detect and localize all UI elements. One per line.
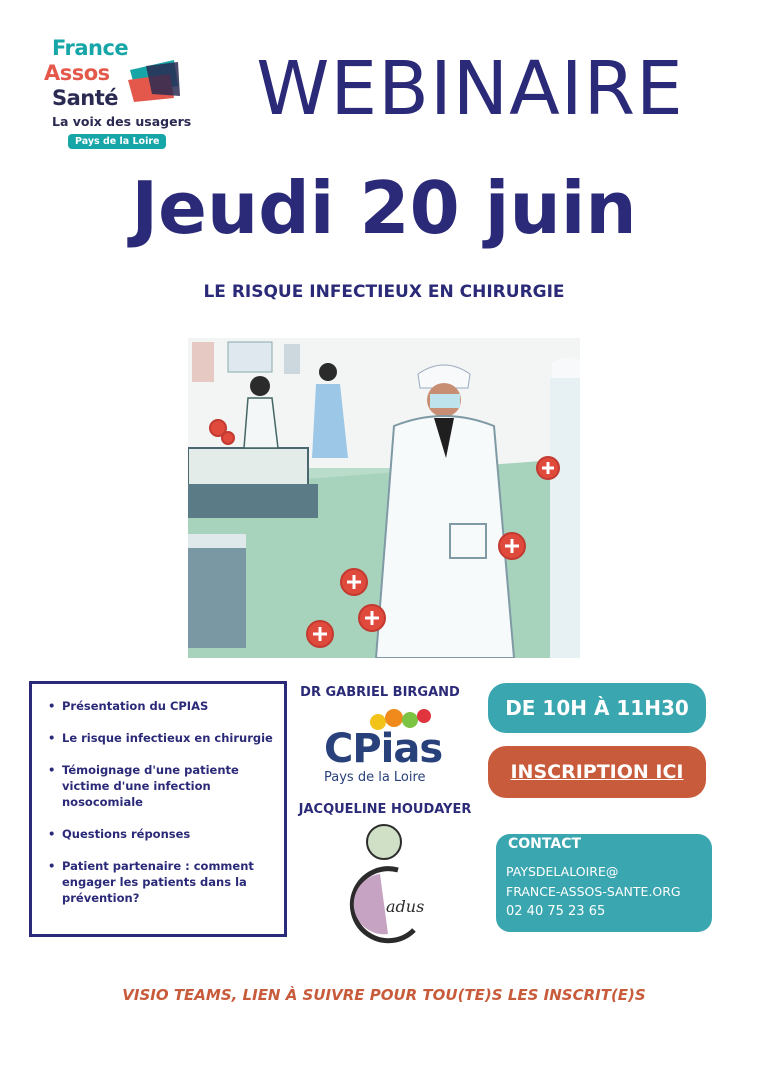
logo-region-badge: Pays de la Loire [68,134,166,149]
speaker-name: DR GABRIEL BIRGAND [300,685,460,700]
event-subtitle: LE RISQUE INFECTIEUX EN CHIRURGIE [203,282,565,302]
logo-flag-icon [126,56,182,106]
logo-word-france: France [52,36,129,60]
contact-phone[interactable]: 02 40 75 23 65 [506,904,606,919]
adus-logo-text: adus [386,897,425,916]
logo-word-assos: Assos [44,61,110,85]
speaker-name: JACQUELINE HOUDAYER [298,802,472,817]
programme-item: • Questions réponses [62,826,274,842]
programme-item: • Patient partenaire : comment engager les patients dans la prévention? [62,858,274,906]
event-date: Jeudi 20 juin [131,166,637,250]
adus-logo [340,822,430,948]
programme-item: • Présentation du CPIAS [62,698,274,714]
contact-title: CONTACT [508,836,582,852]
france-assos-sante-logo [40,36,190,152]
cpias-logo-name: CPias [324,726,443,772]
programme-list [32,684,284,906]
contact-email-line2[interactable]: FRANCE-ASSOS-SANTE.ORG [506,884,681,899]
footer-note: VISIO TEAMS, LIEN À SUIVRE POUR TOU(TE)S LES INSCRIT(E)S [122,986,646,1004]
contact-email-line1[interactable]: PAYSDELALOIRE@ [506,864,619,879]
programme-item: • Le risque infectieux en chirurgie [62,730,274,746]
cpias-logo [318,708,443,790]
cpias-logo-sub: Pays de la Loire [324,770,426,785]
page-title: WEBINAIRE [256,46,684,132]
programme-item: • Témoignage d'une patiente victime d'une infection nosocomiale [62,762,274,810]
logo-word-sante: Santé [52,86,119,110]
inscription-button[interactable]: INSCRIPTION ICI [488,746,706,798]
time-badge: DE 10H À 11H30 [488,683,706,733]
programme-box [29,681,287,937]
hospital-illustration [188,338,580,658]
contact-box [496,834,712,932]
logo-tagline: La voix des usagers [52,114,192,129]
